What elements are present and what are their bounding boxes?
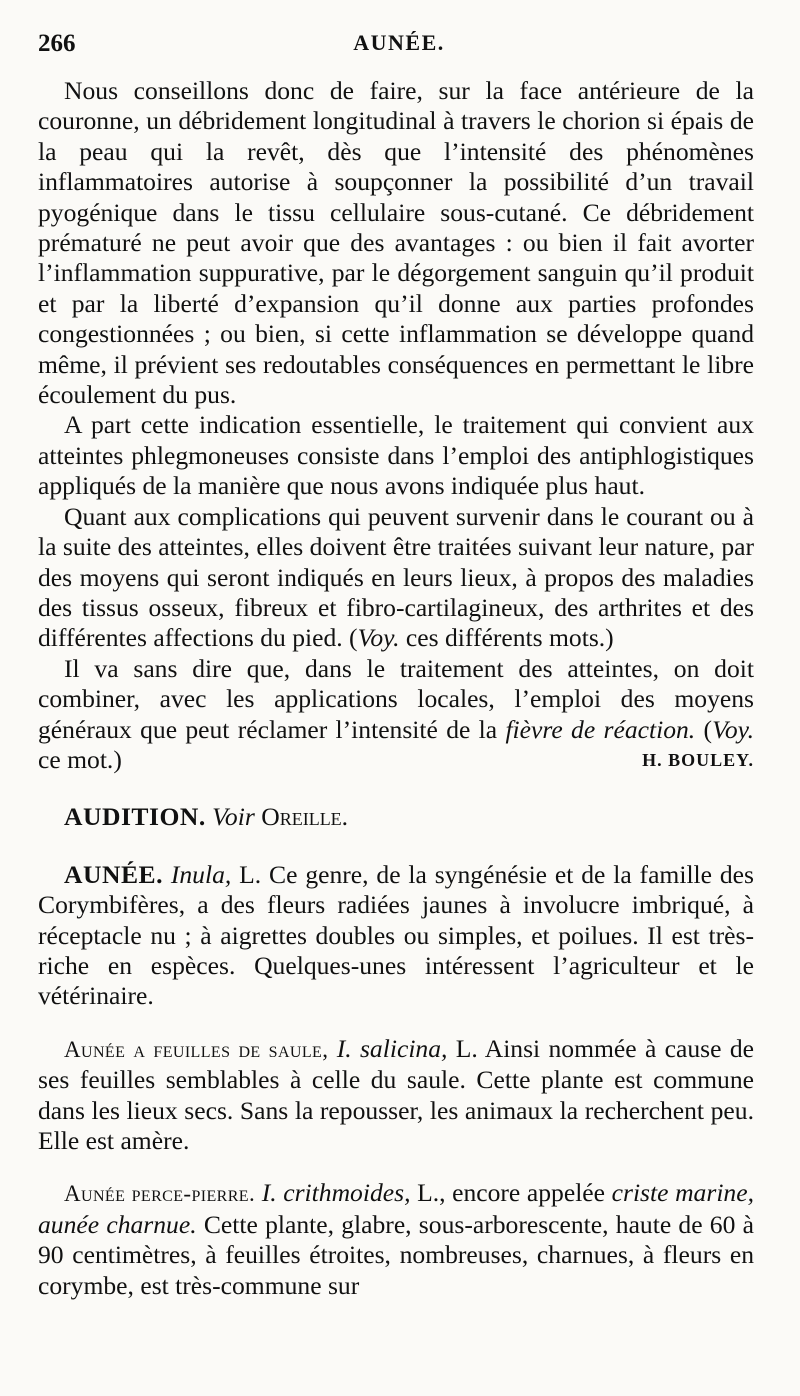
author-signature: H. BOULEY. bbox=[642, 749, 754, 770]
paragraph-complications bbox=[38, 502, 754, 654]
voy-reference: Voy. bbox=[357, 623, 400, 653]
page-number: 266 bbox=[38, 30, 76, 57]
general-means-text: Il va sans dire que, dans le traitement des atteintes, on doit combiner, avec les applications locales, l’emploi des moyens généraux que peut réclamer l’intensité de la bbox=[38, 653, 754, 744]
species-name: I. salicina, bbox=[336, 1033, 448, 1063]
open-paren: ( bbox=[695, 714, 713, 744]
subentry-name-crithmoides: Aunée perce-pierre. bbox=[64, 1181, 256, 1207]
entry-aunee bbox=[38, 860, 754, 1012]
running-title: AUNÉE. bbox=[353, 30, 445, 55]
salicina-description: L. Ainsi nommée à cause de ses feuilles semblables à celle du saule. Cette plante est commune dans les lieux secs. Sans la repousser, les animaux la recherchent peu. Elle est amère. bbox=[38, 1033, 754, 1155]
fievre-reference: fièvre de réaction. bbox=[505, 714, 696, 744]
entry-head-audition: AUDITION. bbox=[64, 802, 206, 832]
paragraph-general-means bbox=[38, 654, 754, 776]
cross-reference: Oreille. bbox=[261, 802, 349, 832]
paragraph-debridement: Nous conseillons donc de faire, sur la face antérieure de la couronne, un débridement longitudinal à travers le chorion si épais de la peau qui la revêt, dès que l’intensité des phénomènes inflammatoires autorise à soupçonner la possibilité d’un travail pyogénique dans le tissu cellulaire sous-cutané. Ce débridement prématuré ne peut avoir que des avantages : ou bien il fait avorter l’inflammation suppurative, par le dégorgement sanguin qu’il produit et par la liberté d’expansion qu’il donne aux parties profondes congestionnées ; ou bien, si cette inflammation se développe quand même, il prévient ses redoutables conséquences en permettant le libre écoulement du pus. bbox=[38, 76, 754, 410]
common-names: criste marine, aunée charnue. bbox=[38, 1178, 754, 1239]
species-name: I. crithmoides, bbox=[261, 1178, 411, 1208]
complications-end: ces différents mots.) bbox=[399, 623, 614, 653]
crithmoides-text-b: Cette plante, glabre, sous-arborescente, haute de 60 à 90 centimètres, à feuilles étroites, nombreuses, charnues, à fleurs en corymbe, est très-commune sur bbox=[38, 1209, 754, 1300]
voir-label: Voir bbox=[212, 802, 255, 832]
general-means-end: ce mot.) bbox=[38, 744, 122, 774]
genus-name: Inula, bbox=[170, 859, 232, 889]
paragraph-indication: A part cette indication essentielle, le traitement qui convient aux atteintes phlegmoneuses consiste dans l’emploi des antiphlogistiques appliqués de la manière que nous avons indiquée plus haut. bbox=[38, 410, 754, 501]
aunee-description: L. Ce genre, de la syngénésie et de la famille des Corymbifères, a des fleurs radiées jaunes à involucre imbriqué, à réceptacle nu ; à aigrettes doubles ou simples, et poilues. Il est très-riche en espèces. Quelques-unes intéressent l’agriculteur et le vétérinaire. bbox=[38, 859, 754, 1011]
entry-audition bbox=[38, 802, 754, 832]
subentry-name-salicina: Aunée a feuilles de saule, bbox=[64, 1036, 329, 1062]
page-header bbox=[38, 30, 760, 64]
page-body bbox=[38, 76, 754, 1301]
subentry-salicina bbox=[38, 1034, 754, 1157]
entry-head-aunee: AUNÉE. bbox=[64, 859, 163, 889]
crithmoides-text-a: L., encore appelée bbox=[410, 1178, 612, 1208]
complications-text: Quant aux complications qui peuvent survenir dans le courant ou à la suite des atteintes, elles doivent être traitées suivant leur nature, par des moyens qui seront indiqués en leurs lieux, à propos des maladies des tissus osseux, fibreux et fibro-cartilagineux, des arthrites et des différentes affections du pied. ( bbox=[38, 501, 754, 653]
voy-reference: Voy. bbox=[712, 714, 755, 744]
subentry-crithmoides bbox=[38, 1178, 754, 1301]
